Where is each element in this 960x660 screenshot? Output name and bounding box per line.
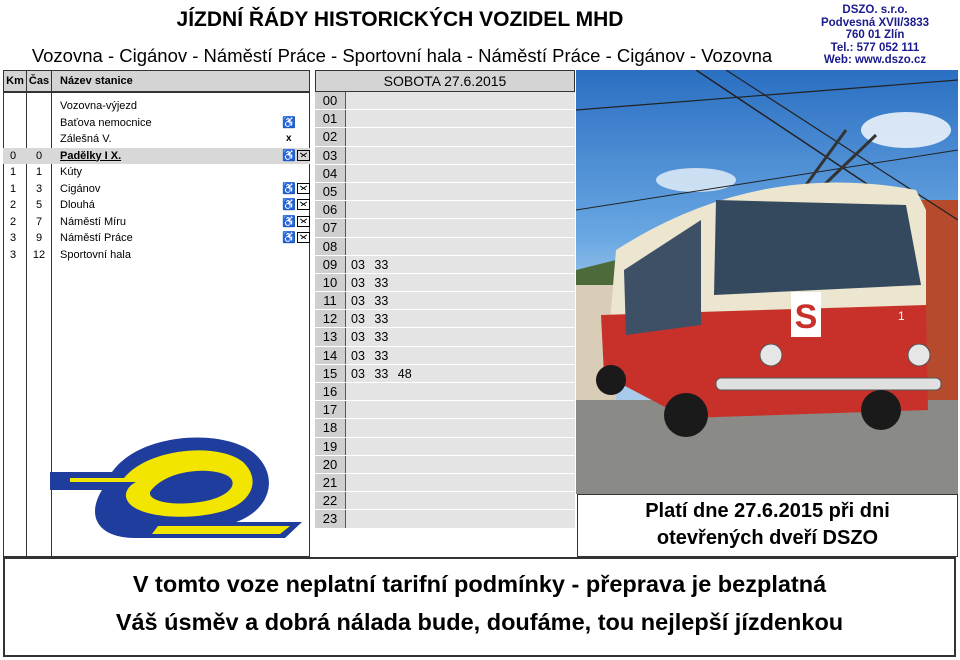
hour-cell: 00 [315,92,346,109]
minutes-cell [346,510,575,527]
dszo-logo [40,432,310,544]
minutes-cell: 03 33 48 [346,365,575,382]
minutes-cell [346,128,575,145]
minutes-cell [346,492,575,509]
company-info [800,4,950,67]
timetable-grid [315,92,575,529]
footer-line-1: V tomto voze neplatní tarifní podmínky - přeprava je bezplatná [132,571,827,597]
minutes-cell [346,419,575,436]
route-description: Vozovna - Cigánov - Náměstí Práce - Sportovní hala - Náměstí Práce - Cigánov - Vozovna [31,45,773,66]
timetable-row [315,274,575,292]
minutes-cell [346,238,575,255]
timetable-row [315,365,575,383]
timetable-row [315,238,575,256]
hour-cell: 06 [315,201,346,218]
hour-cell: 09 [315,256,346,273]
hour-cell: 22 [315,492,346,509]
validity-line-2: otevřených dveří DSZO [656,527,879,549]
minutes-cell: 03 33 [346,328,575,345]
hour-cell: 15 [315,365,346,382]
wheelchair-icon: ♿ [282,149,296,162]
hour-cell: 13 [315,328,346,345]
minutes-cell [346,183,575,200]
hour-cell: 12 [315,310,346,327]
timetable-row [315,310,575,328]
stop-km: 2 [9,199,17,211]
hour-cell: 19 [315,438,346,455]
wheelchair-icon: ♿ [282,199,296,211]
minutes-cell [346,474,575,491]
stop-row [3,164,310,181]
minutes-cell: 03 33 [346,310,575,327]
stop-km: 3 [9,232,17,244]
timetable-row [315,165,575,183]
minutes-cell [346,201,575,218]
company-street: Podvesná XVII/3833 [820,16,930,29]
stop-time: 0 [35,149,43,162]
column-header-day: SOBOTA 27.6.2015 [315,70,575,92]
stop-symbols [282,116,296,130]
timetable-row [315,347,575,365]
hour-cell: 23 [315,510,346,527]
stop-symbols [282,149,310,163]
minutes-cell: 03 33 [346,274,575,291]
hour-cell: 03 [315,147,346,164]
stop-row [3,230,310,247]
stop-row [3,181,310,198]
hour-cell: 04 [315,165,346,182]
footer-notice [3,557,956,657]
hour-cell: 01 [315,110,346,127]
stop-row [3,214,310,231]
hour-cell: 16 [315,383,346,400]
minutes-cell: 03 33 [346,347,575,364]
timetable-row [315,510,575,528]
timetable-row [315,183,575,201]
minutes-cell: 03 33 [346,292,575,309]
timetable-row [315,292,575,310]
wheelchair-icon: ♿ [282,215,296,228]
stop-time: 7 [35,215,43,228]
minutes-cell [346,456,575,473]
stop-time: 3 [35,182,43,195]
stop-km: 3 [9,248,17,261]
bench-icon [297,150,310,161]
minutes-cell [346,383,575,400]
company-city: 760 01 Zlín [845,29,905,41]
stop-time: 12 [32,248,46,261]
bench-icon [297,232,310,243]
bus-sign: S [794,298,818,336]
stop-name: Náměstí Míru [60,215,127,228]
minutes-cell [346,438,575,455]
wheelchair-icon: ♿ [282,232,296,244]
hour-cell: 21 [315,474,346,491]
timetable-row [315,419,575,437]
timetable-row [315,256,575,274]
timetable-row [315,219,575,237]
hour-cell: 02 [315,128,346,145]
stop-name: Náměstí Práce [60,232,133,244]
column-header-km: Km [3,70,27,92]
timetable-row [315,456,575,474]
validity-line-1: Platí dne 27.6.2015 při dni [645,500,890,522]
timetable-row [315,201,575,219]
page-title: JÍZDNÍ ŘÁDY HISTORICKÝCH VOZIDEL MHD [176,8,624,31]
hour-cell: 10 [315,274,346,291]
stop-time: 5 [35,199,43,211]
minutes-cell [346,165,575,182]
bench-icon [297,216,310,227]
stop-name: Vozovna-výjezd [60,100,138,112]
stop-km: 2 [9,215,17,228]
minutes-cell: 03 33 [346,256,575,273]
column-header-time: Čas [26,70,52,92]
stop-name: Zálešná V. [60,133,112,145]
timetable-row [315,492,575,510]
stop-name: Sportovní hala [60,248,131,261]
stop-name: Cigánov [60,182,101,195]
stop-name: Baťova nemocnice [60,116,152,129]
stop-km: 0 [9,149,17,162]
stop-name: Kúty [60,166,83,178]
minutes-cell [346,219,575,236]
stop-symbols [282,215,310,229]
stop-row [3,148,310,165]
hour-cell: 18 [315,419,346,436]
timetable-row [315,383,575,401]
stop-row [3,115,310,132]
minutes-cell [346,92,575,109]
validity-notice [577,494,958,557]
stop-name: Padělky I X. [60,149,122,162]
stop-row [3,197,310,214]
minutes-cell [346,147,575,164]
footer-line-2: Váš úsměv a dobrá nálada bude, doufáme, tou nejlepší jízdenkou [115,609,844,635]
hour-cell: 05 [315,183,346,200]
timetable-row [315,328,575,346]
stop-symbols [282,198,310,212]
timetable-row [315,438,575,456]
minutes-cell [346,401,575,418]
hour-cell: 07 [315,219,346,236]
stop-row [3,131,310,148]
stop-row [3,98,310,115]
column-header-station: Název stanice [51,70,310,92]
bus-number: 1 [898,309,905,323]
hour-cell: 20 [315,456,346,473]
stop-time: 9 [35,232,43,244]
hour-cell: 14 [315,347,346,364]
stop-row [3,247,310,264]
wheelchair-icon: ♿ [282,182,296,195]
timetable-row [315,401,575,419]
wheelchair-icon: ♿ [282,116,296,129]
hour-cell: 17 [315,401,346,418]
timetable-row [315,128,575,146]
stop-km: 1 [9,166,17,178]
bench-icon [297,183,310,194]
company-name: DSZO. s.r.o. [842,4,908,16]
company-web: Web: www.dszo.cz [823,54,927,66]
timetable-row [315,92,575,110]
stop-symbols [282,182,310,196]
stop-time: 1 [35,166,43,178]
company-phone: Tel.: 577 052 111 [830,41,920,54]
bench-icon [297,199,310,210]
hour-cell: 08 [315,238,346,255]
request-stop-icon: x [286,133,292,144]
timetable-row [315,110,575,128]
minutes-cell [346,110,575,127]
stop-symbols [282,231,310,245]
timetable-row [315,147,575,165]
hour-cell: 11 [315,292,346,309]
stop-km: 1 [9,182,17,195]
trolleybus-photo [576,70,958,494]
stop-list [3,98,310,263]
timetable-row [315,474,575,492]
stop-name: Dlouhá [60,199,95,211]
